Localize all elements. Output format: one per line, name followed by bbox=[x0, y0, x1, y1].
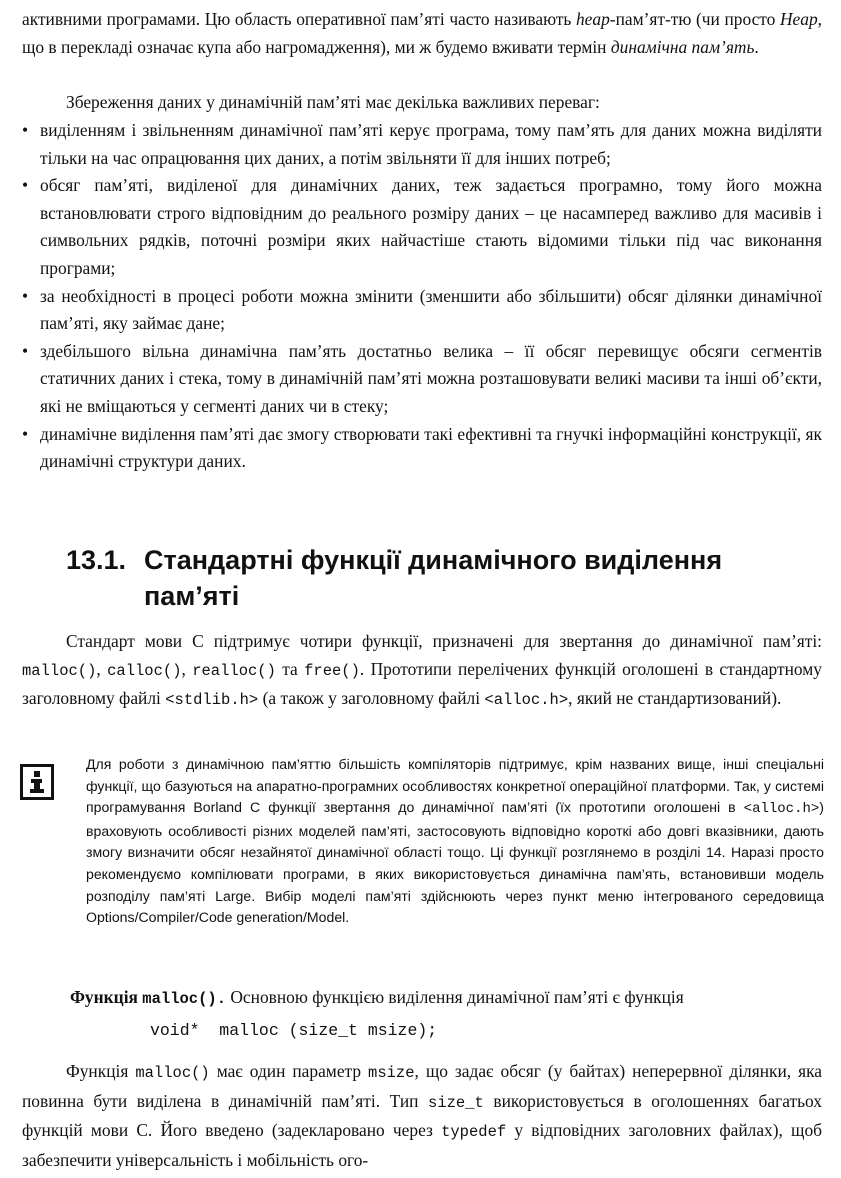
malloc-heading-line: Функція malloc(). Основною функцією виділення динамічної пам’яті є функція bbox=[70, 987, 684, 1008]
intro-text: активними програмами. Цю область оперативної пам’яті часто називають bbox=[22, 9, 576, 29]
bullet-icon: • bbox=[22, 285, 29, 306]
bullet-icon: • bbox=[22, 423, 29, 444]
section-title-line2: пам’яті bbox=[144, 581, 240, 611]
code-realloc: realloc() bbox=[192, 661, 276, 680]
bullet-icon: • bbox=[22, 175, 29, 196]
term-heap: heap bbox=[575, 9, 610, 29]
code-alloc-header: <alloc.h> bbox=[484, 691, 569, 710]
intro-text: -пам’ят-тю (чи просто bbox=[609, 9, 780, 29]
function-heading: Функція malloc(). bbox=[70, 987, 227, 1008]
code-typedef: typedef bbox=[441, 1123, 507, 1142]
list-item: • динамічне виділення пам’яті дає змогу створювати такі ефективні та гнучкі інформаційні конструкції, як динамічні структури даних. bbox=[22, 421, 822, 476]
bullet-icon: • bbox=[22, 120, 29, 140]
intro-text: , що в перекладі означає купа або нагромадження), ми ж будемо вживати термін bbox=[22, 9, 822, 57]
malloc-prototype: void* malloc (size_t msize); bbox=[150, 1021, 438, 1040]
term-heap: Heap bbox=[779, 9, 818, 29]
code-malloc: malloc() bbox=[22, 661, 97, 680]
bullet-icon: • bbox=[22, 340, 29, 361]
term-dynamic-memory: динамічна пам’ять bbox=[610, 36, 755, 57]
section-title-line1: Стандартні функції динамічного виділення bbox=[144, 545, 723, 575]
advantages-list bbox=[22, 117, 822, 476]
section-number: 13.1. bbox=[66, 545, 127, 575]
list-item: • здебільшого вільна динамічна пам’ять достатньо велика – її обсяг перевищує обсяги сегментів статичних даних і стека, тому в динамічній пам’яті можна розташовувати великі масиви та інші об’єкти, які не вміщаються у сегменті даних чи в стеку; bbox=[22, 338, 822, 421]
section-heading bbox=[66, 542, 806, 614]
code-calloc: calloc() bbox=[107, 661, 182, 680]
info-note: Для роботи з динамічною пам’яттю більшість компіляторів підтримує, крім названих вище, інші спеціальні функції, що базуються на апаратно-програмних особливостях конкретної операційної платформи. Так, у системі програмування Borland C функції звертання до динамічної пам’яті (їх прототипи оголошені в <alloc.h>) враховують особливості різних моделей пам’яті, застосовують відповідно короткі або довгі вказівники, дають змогу визначити обсяг незайнятої динамічної області тощо. Ці функції розглянемо в розділі 14. Наразі просто рекомендуємо компілювати програми, в яких використовується динамічна пам’ять, встановивши модель розподілу пам’яті Large. Вибір моделі пам’яті здійснюють через пункт меню інтегрованого середовища Options/Compiler/Code generation/Model. bbox=[86, 756, 824, 926]
code-msize: msize bbox=[368, 1064, 415, 1082]
list-item: • виділенням і звільненням динамічної пам’яті керує програма, тому пам’ять для даних можна виділяти тільки на час опрацювання цих даних, а потім звільняти її для інших потреб; bbox=[22, 117, 822, 172]
code-size-t: size_t bbox=[428, 1093, 484, 1112]
list-item: • обсяг пам’яті, виділеної для динамічних даних, теж задається програмно, тому його можна встановлювати строго відповідним до реального розміру даних – це насамперед важливо для масивів і символьних рядків, поточні розміри яких найчастіше стають відомими тільки під час виконання програми; bbox=[22, 172, 822, 282]
malloc-paragraph: Функція malloc() має один параметр msize, що задає обсяг (у байтах) неперервної ділянки, яка повинна бути виділена в динамічній пам’яті. Тип size_t використовується в оголошеннях багатьох функцій мови С. Його введено (задекларовано через typedef у відповідних заголовних файлах), щоб забезпечити універсальність і мобільність ого- bbox=[22, 1061, 822, 1170]
info-icon bbox=[20, 764, 54, 800]
list-item: • за необхідності в процесі роботи можна змінити (зменшити або збільшити) обсяг ділянки динамічної пам’яті, яку займає дане; bbox=[22, 283, 822, 338]
code-malloc: malloc() bbox=[135, 1064, 210, 1082]
info-icon-glyph bbox=[23, 767, 51, 797]
standard-functions-paragraph: Стандарт мови С підтримує чотири функції, призначені для звертання до динамічної пам’яті: malloc(), calloc(), realloc() та free(). Прототипи перелічених функцій оголошені в стандартному заголовному файлі <stdlib.h> (а також у заголовному файлі <alloc.h>, який не стандартизований). bbox=[22, 631, 822, 710]
intro-text: . bbox=[754, 36, 759, 57]
code-stdlib-header: <stdlib.h> bbox=[165, 691, 259, 710]
advantages-intro: Збереження даних у динамічній пам’яті має декілька важливих переваг: bbox=[66, 92, 600, 112]
intro-paragraph bbox=[22, 6, 822, 61]
code-alloc-header: <alloc.h> bbox=[743, 801, 820, 818]
code-free: free() bbox=[304, 661, 360, 680]
